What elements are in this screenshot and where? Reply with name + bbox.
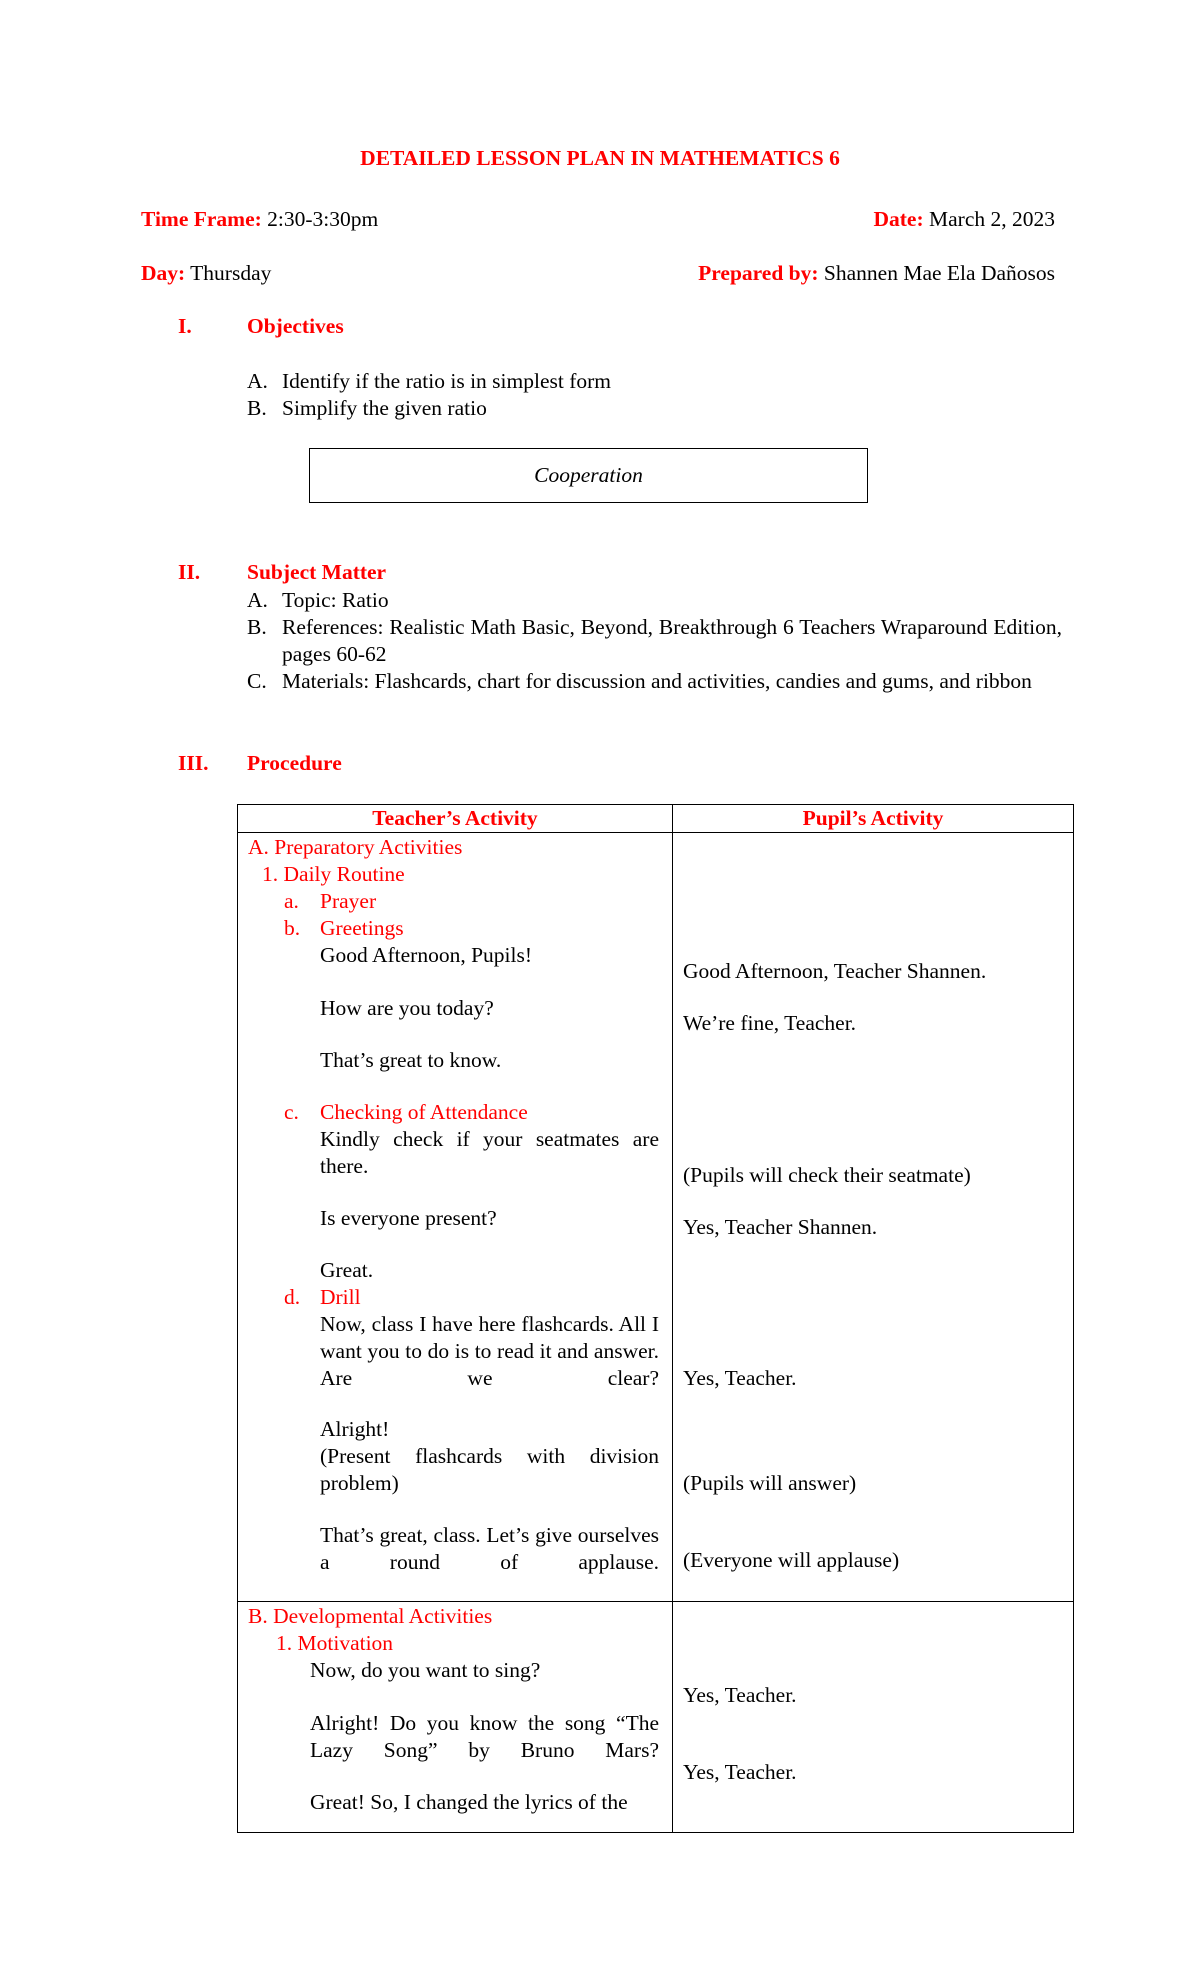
teacher-line: That’s great, class. Let’s give ourselves a round of applause. (320, 1523, 659, 1574)
table-row (238, 833, 1074, 1602)
list-item (247, 614, 1062, 668)
subject-matter-heading: Subject Matter (247, 560, 387, 584)
teacher-line: (Present flashcards with division problem) (320, 1444, 659, 1495)
pupil-cell-developmental (673, 1602, 1074, 1833)
attendance-marker: c. (284, 1100, 299, 1124)
motivation-heading: 1. Motivation (276, 1631, 394, 1655)
subject-matter-numeral: II. (178, 560, 201, 584)
teacher-line: Now, do you want to sing? (310, 1658, 541, 1682)
list-item (247, 368, 1062, 395)
table-row (238, 1602, 1074, 1833)
teacher-cell-preparatory (238, 833, 673, 1602)
teacher-line: Kindly check if your seatmates are there. (320, 1127, 659, 1178)
list-marker: C. (247, 669, 267, 693)
pupil-line: We’re fine, Teacher. (683, 1011, 857, 1035)
pupil-activity-header: Pupil’s Activity (673, 805, 1074, 833)
list-text: Topic: Ratio (282, 588, 389, 612)
time-frame-label: Time Frame: (141, 207, 262, 231)
pupil-line: (Pupils will check their seatmate) (683, 1163, 971, 1187)
date-label: Date: (873, 207, 924, 231)
daily-routine-heading: 1. Daily Routine (262, 862, 405, 886)
teacher-line: Good Afternoon, Pupils! (320, 943, 533, 967)
pupil-line: Yes, Teacher. (683, 1760, 797, 1784)
objectives-list (247, 368, 1062, 422)
greetings-marker: b. (284, 916, 301, 940)
list-item (247, 668, 1062, 695)
list-text: Materials: Flashcards, chart for discussion and activities, candies and gums, and ribbon (282, 669, 1032, 693)
pupil-line: Yes, Teacher. (683, 1366, 797, 1390)
teacher-line: Alright! (320, 1417, 390, 1441)
list-marker: B. (247, 615, 267, 639)
objectives-heading: Objectives (247, 314, 344, 338)
teacher-line: Great. (320, 1258, 374, 1282)
day-value: Thursday (185, 261, 272, 285)
prayer-heading: Prayer (320, 889, 377, 913)
day (141, 260, 271, 287)
prepared-by (698, 260, 1055, 287)
value-box: Cooperation (309, 448, 868, 503)
drill-heading: Drill (320, 1285, 361, 1309)
list-marker: B. (247, 396, 267, 420)
teacher-line: How are you today? (320, 996, 494, 1020)
date (873, 206, 1055, 233)
teacher-line: That’s great to know. (320, 1048, 502, 1072)
drill-marker: d. (284, 1285, 301, 1309)
procedure-table (237, 804, 1074, 1833)
pupil-cell-preparatory (673, 833, 1074, 1602)
list-item (247, 587, 1062, 614)
date-value: March 2, 2023 (923, 207, 1055, 231)
day-label: Day: (141, 261, 186, 285)
pupil-line: Yes, Teacher. (683, 1683, 797, 1707)
pupil-line: (Pupils will answer) (683, 1471, 857, 1495)
list-text: Identify if the ratio is in simplest form (282, 369, 612, 393)
pupil-line: Yes, Teacher Shannen. (683, 1215, 878, 1239)
prepared-label: Prepared by: (698, 261, 819, 285)
pupil-line: (Everyone will applause) (683, 1548, 900, 1572)
developmental-activities-heading: B. Developmental Activities (248, 1604, 493, 1628)
list-marker: A. (247, 369, 268, 393)
greetings-heading: Greetings (320, 916, 404, 940)
subject-matter-list (247, 587, 1062, 695)
document-title: DETAILED LESSON PLAN IN MATHEMATICS 6 (360, 146, 840, 170)
prayer-marker: a. (284, 889, 299, 913)
procedure-heading: Procedure (247, 751, 342, 775)
objectives-numeral: I. (178, 314, 192, 338)
teacher-line: Alright! Do you know the song “The Lazy Song” by Bruno Mars? (310, 1711, 659, 1762)
list-marker: A. (247, 588, 268, 612)
teacher-line: Great! So, I changed the lyrics of the (310, 1790, 628, 1814)
time-frame-value: 2:30-3:30pm (261, 207, 379, 231)
procedure-numeral: III. (178, 751, 209, 775)
list-text: References: Realistic Math Basic, Beyond, Breakthrough 6 Teachers Wraparound Edition, pages 60-62 (282, 615, 1062, 666)
time-frame (141, 206, 378, 233)
teacher-activity-header: Teacher’s Activity (238, 805, 673, 833)
pupil-line: Good Afternoon, Teacher Shannen. (683, 959, 987, 983)
preparatory-activities-heading: A. Preparatory Activities (248, 835, 463, 859)
teacher-line: Is everyone present? (320, 1206, 497, 1230)
teacher-line: Now, class I have here flashcards. All I want you to do is to read it and answer. Are we clear? (320, 1312, 659, 1390)
list-text: Simplify the given ratio (282, 396, 487, 420)
teacher-cell-developmental (238, 1602, 673, 1833)
prepared-value: Shannen Mae Ela Dañosos (818, 261, 1055, 285)
attendance-heading: Checking of Attendance (320, 1100, 528, 1124)
table-header-row (238, 805, 1074, 833)
list-item (247, 395, 1062, 422)
